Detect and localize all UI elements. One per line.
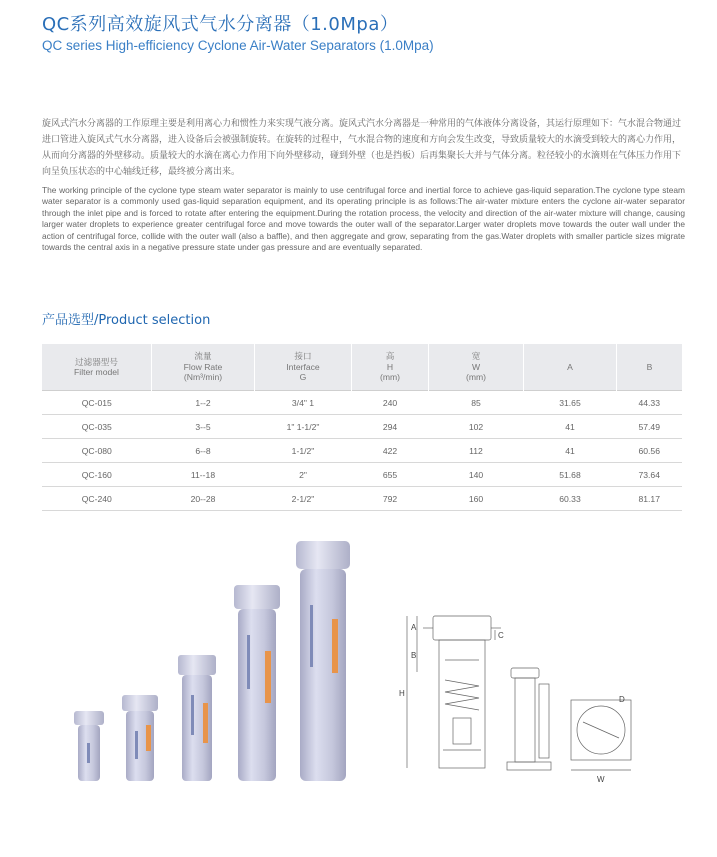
- table-row: [42, 391, 682, 415]
- cell-flow: 20--28: [152, 487, 255, 511]
- cell-a: 31.65: [524, 391, 617, 415]
- cell-width: 102: [429, 415, 524, 439]
- dimension-label-d: D: [619, 695, 625, 704]
- separator-housing-qc-035: [122, 695, 158, 781]
- header-line: (Nm³/min): [183, 372, 223, 383]
- separator-housing-qc-240: [296, 541, 350, 781]
- cell-width: 140: [429, 463, 524, 487]
- dimension-label-a: A: [411, 623, 417, 632]
- dimension-label-c: C: [498, 631, 504, 640]
- product-photo: [60, 535, 360, 785]
- header-width: [429, 344, 524, 391]
- cell-b: 73.64: [617, 463, 683, 487]
- header-filter-model: [42, 344, 152, 391]
- header-line: (mm): [379, 372, 401, 383]
- cell-width: 112: [429, 439, 524, 463]
- cell-model: QC-240: [42, 487, 152, 511]
- cell-interface: 1-1/2": [255, 439, 352, 463]
- cell-b: 60.56: [617, 439, 683, 463]
- page-title-cn: QC系列高效旋风式气水分离器（1.0Mpa）: [42, 14, 399, 35]
- header-interface: [255, 344, 352, 391]
- header-line: Flow Rate: [183, 361, 223, 372]
- cell-interface: 2-1/2": [255, 487, 352, 511]
- side-view-drawing: [507, 668, 551, 770]
- header-line: G: [299, 372, 307, 383]
- table-row: [42, 487, 682, 511]
- table-row: [42, 463, 682, 487]
- cell-b: 57.49: [617, 415, 683, 439]
- table-row: [42, 439, 682, 463]
- dimension-diagram: [395, 600, 645, 790]
- section-title-product-selection: 产品选型/Product selection: [42, 313, 211, 328]
- cell-height: 294: [352, 415, 429, 439]
- cell-width: 85: [429, 391, 524, 415]
- cell-b: 81.17: [617, 487, 683, 511]
- cell-interface: 2": [255, 463, 352, 487]
- header-line: 高: [385, 351, 395, 362]
- top-view-drawing: [571, 700, 631, 770]
- cell-flow: 1--2: [152, 391, 255, 415]
- header-line: Filter model: [74, 367, 119, 377]
- cell-flow: 6--8: [152, 439, 255, 463]
- cell-flow: 3--5: [152, 415, 255, 439]
- intro-paragraph-en: The working principle of the cyclone type steam water separator is mainly to use centrifugal force and inertial force to achieve gas-liquid separation.The cyclone type steam water separator is a commonly used gas-liquid separation equipment, and its operating principle is as follows:The air-water mixture enters the cyclone air-water separator through the inlet pipe and is forced to rotate after entering the equipment.During the rotation process, the velocity and direction of the air-water mixture will change, causing larger water droplets to experience greater centrifugal force and move towards the outer wall of the separator.Larger water droplets move towards the outer wall under the action of centrifugal force, collide with the outer wall (also a baffle), and then aggregate and grow, separating from the gas.Water droplets with smaller particle sizes migrate towards the central axis in a negative pressure state under gas pressure and are eventually separated.: [42, 185, 685, 253]
- cell-model: QC-035: [42, 415, 152, 439]
- cell-b: 44.33: [617, 391, 683, 415]
- table-header-row: [42, 344, 682, 391]
- intro-paragraph-cn: 旋风式汽水分离器的工作原理主要是利用离心力和惯性力来实现气液分离。旋风式汽水分离器是一种常用的气体液体分离设备，其运行原理如下：气水混合物通过进口管进入旋风式气水分离器，进入设备后会被强制旋转。在旋转的过程中，气水混合物的速度和方向会发生改变，导致质量较大的水滴受到较大的离心力作用，从而向分离器的外壁移动。质量较大的水滴在离心力作用下向外壁移动，碰到外壁（也是挡板）后再集聚长大并与气体分离。粒径较小的水滴则在气体压力作用下向呈负压状态的中心轴线迁移，最终被分离出来。: [42, 119, 682, 177]
- cell-model: QC-160: [42, 463, 152, 487]
- header-line: 接口: [294, 351, 312, 362]
- separator-housing-qc-160: [234, 585, 280, 781]
- header-line: Interface: [286, 361, 320, 372]
- cell-height: 422: [352, 439, 429, 463]
- header-line: H: [386, 361, 394, 372]
- cell-height: 240: [352, 391, 429, 415]
- header-line: W: [471, 361, 481, 372]
- cell-model: QC-015: [42, 391, 152, 415]
- header-flow-rate: [152, 344, 255, 391]
- separator-housing-qc-015: [74, 711, 104, 781]
- dimension-label-w: W: [597, 775, 605, 784]
- page-title-en: QC series High-efficiency Cyclone Air-Water Separators (1.0Mpa): [42, 38, 434, 53]
- cell-model: QC-080: [42, 439, 152, 463]
- cell-width: 160: [429, 487, 524, 511]
- product-selection-table: [42, 344, 682, 511]
- header-line: 宽: [471, 351, 481, 362]
- cell-a: 60.33: [524, 487, 617, 511]
- header-height: [352, 344, 429, 391]
- cell-flow: 11--18: [152, 463, 255, 487]
- dimension-label-b: B: [411, 651, 417, 660]
- cell-a: 41: [524, 415, 617, 439]
- header-line: 过滤器型号: [75, 356, 118, 367]
- cell-height: 792: [352, 487, 429, 511]
- header-line: A: [567, 361, 573, 372]
- header-line: B: [646, 361, 653, 372]
- cell-a: 41: [524, 439, 617, 463]
- cell-interface: 3/4" 1: [255, 391, 352, 415]
- dimension-label-h: H: [399, 689, 405, 698]
- cell-a: 51.68: [524, 463, 617, 487]
- header-line: 流量: [194, 351, 212, 362]
- header-a: [524, 344, 617, 391]
- front-view-drawing: [407, 616, 501, 768]
- table-row: [42, 415, 682, 439]
- cell-interface: 1" 1-1/2": [255, 415, 352, 439]
- cell-height: 655: [352, 463, 429, 487]
- header-b: [617, 344, 683, 391]
- separator-housing-qc-080: [178, 655, 216, 781]
- header-line: (mm): [465, 372, 487, 383]
